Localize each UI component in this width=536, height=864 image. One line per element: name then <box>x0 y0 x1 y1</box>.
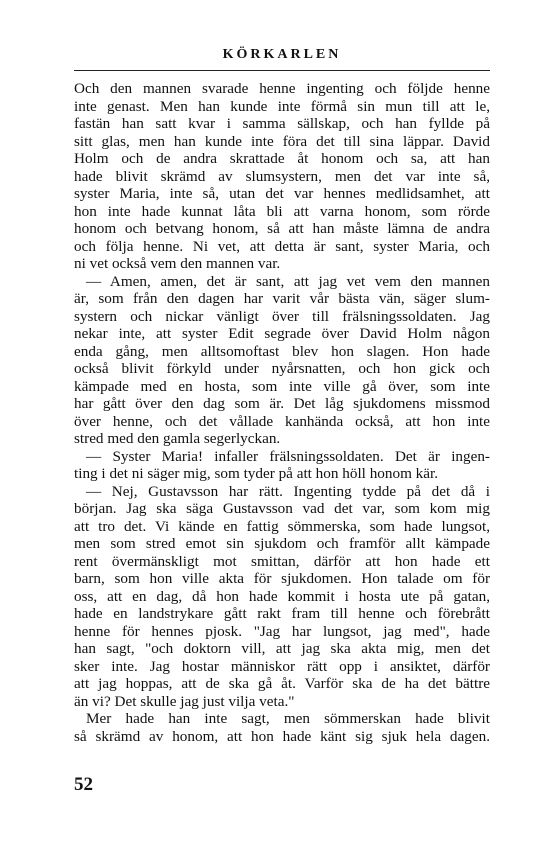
text-line: henne för hennes pjosk. "Jag har lungsot, jag med", hade <box>74 622 490 640</box>
running-head-title: KÖRKARLEN <box>222 47 342 62</box>
text-line: ni vet också vem den mannen var. <box>74 255 281 272</box>
text-line: så skrämd av honom, att hon hade känt sig sjuk hela dagen. <box>74 727 490 745</box>
text-line: och följa henne. Ni vet, att detta är sant, syster Maria, och <box>74 237 490 255</box>
text-line: sitt glas, men han kunde inte föra det till sina läppar. David <box>74 132 490 150</box>
text-line: Och den mannen svarade henne ingenting och följde henne <box>74 80 490 97</box>
text-line: fastän han satt kvar i samma sällskap, och han fyllde på <box>74 115 490 132</box>
text-line: också blivit förkyld under nyårsnatten, och hon gick och <box>74 360 490 377</box>
text-line: inte genast. Men han kunde inte förmå sin mun till att le, <box>74 97 490 115</box>
text-line: han sagt, "och doktorn vill, att jag ska akta mig, men det <box>74 640 490 657</box>
header-rule <box>74 70 490 71</box>
text-line: hade en landstrykare gått rakt fram till henne och förebrått <box>74 605 490 622</box>
text-line: Holm och de andra skrattade åt honom och sa, att han <box>74 150 490 167</box>
text-line: kämpade med en hosta, som inte ville gå över, som inte <box>74 377 490 395</box>
text-line: nekar inte, att syster Edit segrade över David Holm någon <box>74 325 490 342</box>
page-number: 52 <box>74 774 93 795</box>
text-line: barn, som hon ville akta för sjukdomen. Hon talade om för <box>74 570 490 587</box>
text-line: syster Maria, inte så, utan det var hennes medlidsamhet, att <box>74 185 490 202</box>
text-line: systern och nickar vänligt över till frälsningssoldaten. Jag <box>74 307 490 325</box>
text-line: att jag hoppas, att de ska gå åt. Varför ska de ha det bättre <box>74 675 490 692</box>
text-line: — Amen, amen, det är sant, att jag vet vem den mannen <box>86 272 490 290</box>
text-line: början. Jag ska säga Gustavsson vad det var, som kom mig <box>74 500 490 517</box>
text-line: Mer hade han inte sagt, men sömmerskan hade blivit <box>86 710 490 727</box>
text-line: över henne, och det vållade kanhända också, att hon inte <box>74 412 490 430</box>
text-line: stred med den gamla segerlyckan. <box>74 430 281 447</box>
text-line: än vi? Det skulle jag just vilja veta." <box>74 692 295 710</box>
text-line: rent övermänskligt mot smittan, därför att hon hade ett <box>74 552 490 570</box>
text-line: men som stred emot sin sjukdom och framför allt kämpade <box>74 535 490 552</box>
text-line: enda gång, men alltsomoftast blev hon slagen. Hon hade <box>74 342 490 360</box>
text-line: är, som från den dagen har varit vår bästa vän, säger slum- <box>74 290 490 307</box>
text-line: att tro det. Vi kände en fattig sömmerska, som hade lungsot, <box>74 517 490 535</box>
text-line: ting i det ni säger mig, som tyder på att hon höll honom kär. <box>74 465 439 482</box>
text-line: — Syster Maria! infaller frälsningssoldaten. Det är ingen- <box>86 447 490 465</box>
text-line: hon inte hade kunnat låta bli att varna honom, som rörde <box>74 202 490 220</box>
text-line: — Nej, Gustavsson har rätt. Ingenting tydde på det då i <box>86 482 490 500</box>
text-line: hade blivit skrämd av slumsystern, men det var inte så, <box>74 167 490 185</box>
text-line: har gått över den dag som är. Det låg sjukdomens missmod <box>74 395 490 412</box>
body-text <box>74 80 490 745</box>
text-line: sker inte. Jag hostar människor rätt opp i ansiktet, därför <box>74 657 490 675</box>
text-line: oss, att en dag, då hon hade kommit i hosta ute på gatan, <box>74 587 490 605</box>
text-line: honom och betvang honom, så att han måste lämna de andra <box>74 220 490 237</box>
